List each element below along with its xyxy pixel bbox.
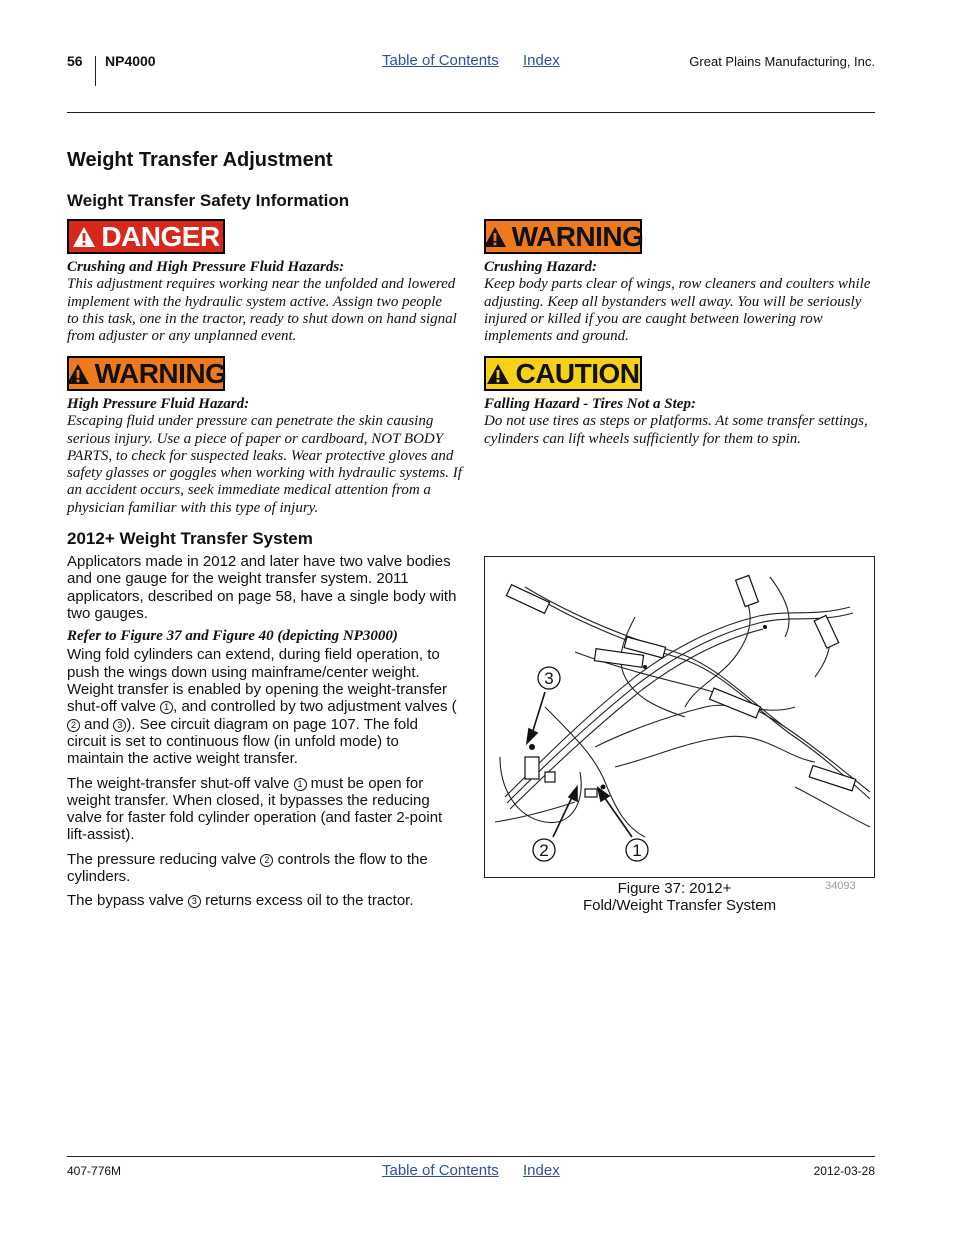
paragraph — [67, 646, 459, 767]
callout-3-label: 3 — [544, 669, 554, 688]
text-run: Wing fold cylinders can extend, during field operation, to push the wings down using mainframe/center weight. Weight transfer is enabled by opening the weight-transfer shut-off valve — [67, 646, 447, 716]
text-run: The bypass valve — [67, 892, 184, 910]
paragraph — [67, 892, 459, 909]
callout-1-icon: 1 — [160, 701, 173, 714]
doc-number: 407-776M — [67, 1164, 122, 1178]
paragraph: Applicators made in 2012 and later have two valve bodies and one gauge for the weight transfer system. 2011 applicators, described on page 58, have a single body with two gauges. — [67, 553, 457, 622]
refer-line: Refer to Figure 37 and Figure 40 (depicting NP3000) — [67, 628, 398, 645]
crushing-fluid-hazard — [67, 259, 457, 345]
hazard-text: Keep body parts clear of wings, row cleaners and coulters while adjusting. Keep all bystanders well away. You will be seriously injured or killed if you are caught between lowering row implements and ground. — [484, 276, 871, 345]
callout-3-icon: 3 — [113, 719, 126, 732]
hazard-title: Crushing Hazard: — [484, 259, 597, 275]
callout-1-icon: 1 — [294, 778, 307, 791]
text-run: The pressure reducing valve — [67, 850, 257, 868]
warning-label: WARNING — [94, 357, 227, 389]
page-number: 56 — [67, 53, 83, 69]
hazard-title: Crushing and High Pressure Fluid Hazards: — [67, 259, 345, 275]
callout-2-label: 2 — [539, 841, 549, 860]
figure-37 — [484, 556, 875, 878]
text-run: controls the flow to the cylinders. — [67, 850, 428, 886]
hydraulic-system-illustration — [485, 557, 874, 877]
warning-label: WARNING — [511, 220, 644, 252]
alert-triangle-icon — [66, 363, 90, 385]
paragraph — [67, 775, 459, 844]
system-body — [67, 553, 459, 917]
footer-rule — [67, 1156, 875, 1157]
callout-2-icon: 2 — [67, 719, 80, 732]
header-toc-link[interactable]: Table of Contents — [382, 52, 499, 69]
text-run: , and controlled by two adjustment valves ( — [173, 698, 457, 716]
text-run: must be open for weight transfer. When closed, it bypasses the reducing valve for faster fold cylinder operation (and faster 2-point lift-assist). — [67, 774, 443, 844]
text-run: returns excess oil to the tractor. — [205, 892, 414, 910]
callout-3-icon: 3 — [188, 895, 201, 908]
doc-date: 2012-03-28 — [813, 1164, 875, 1178]
caution-sign — [484, 356, 642, 391]
callout-1-label: 1 — [632, 841, 642, 860]
system-title: 2012+ Weight Transfer System — [67, 529, 313, 548]
section-title: Weight Transfer Adjustment — [67, 149, 333, 171]
figure-id: 34093 — [825, 880, 856, 892]
company-name: Great Plains Manufacturing, Inc. — [689, 54, 875, 69]
hazard-title: High Pressure Fluid Hazard: — [67, 396, 250, 412]
alert-triangle-icon — [72, 226, 96, 248]
footer-toc-link[interactable]: Table of Contents — [382, 1162, 499, 1179]
caution-label: CAUTION — [515, 357, 640, 389]
text-run: ). See circuit diagram on page 107. The fold circuit is set to continuous flow (in unfold mode) to maintain the active weight transfer. — [67, 715, 418, 768]
callout-2-icon: 2 — [260, 854, 273, 867]
alert-triangle-icon — [486, 363, 510, 385]
hazard-text: Escaping fluid under pressure can penetrate the skin causing serious injury. Use a piece of paper or cardboard, NOT BODY PARTS, to check for suspected leaks. Wear protective gloves and safety glasses or goggles when working with hydraulic systems. If an accident occurs, seek immediate medical attention from a physician familiar with this type of injury. — [67, 413, 462, 516]
model-name: NP4000 — [105, 53, 156, 69]
fluid-hazard — [67, 396, 462, 517]
crushing-hazard — [484, 259, 876, 345]
header-index-link[interactable]: Index — [523, 52, 560, 69]
caption-line: Fold/Weight Transfer System — [582, 897, 777, 915]
paragraph — [67, 851, 459, 886]
warning-sign — [67, 356, 225, 391]
text-run: The weight-transfer shut-off valve — [67, 774, 290, 792]
text-run: and — [84, 715, 110, 733]
danger-sign — [67, 219, 225, 254]
header-rule — [67, 112, 875, 113]
footer-index-link[interactable]: Index — [523, 1162, 560, 1179]
safety-title: Weight Transfer Safety Information — [67, 191, 350, 210]
falling-hazard — [484, 396, 876, 448]
hazard-text: Do not use tires as steps or platforms. At some transfer settings, cylinders can lift wheels sufficiently for them to spin. — [484, 413, 868, 447]
warning-sign — [484, 219, 642, 254]
danger-label: DANGER — [101, 220, 220, 252]
header-divider — [95, 56, 96, 86]
hazard-title: Falling Hazard - Tires Not a Step: — [484, 396, 696, 412]
caption-line: Figure 37: 2012+ — [617, 880, 732, 897]
alert-triangle-icon — [483, 226, 507, 248]
figure-caption — [484, 880, 875, 915]
hazard-text: This adjustment requires working near the unfolded and lowered implement with the hydraulic system active. Assign two people to this task, one in the tractor, ready to shut down on hand signal from adjuster or any unplanned event. — [67, 276, 457, 345]
